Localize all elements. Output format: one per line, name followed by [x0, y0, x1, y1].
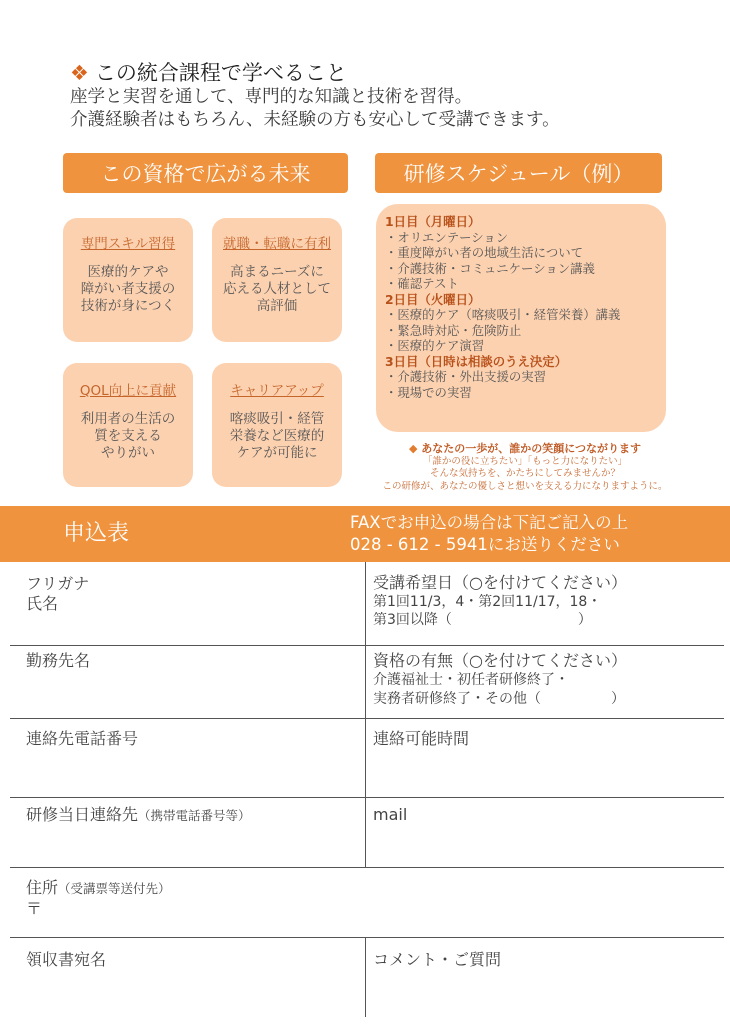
mail-field[interactable]: mail: [373, 805, 408, 824]
postal-mark: 〒: [26, 899, 43, 918]
schedule-item: ・重度障がい者の地域生活について: [385, 245, 584, 260]
application-form-header: [0, 506, 730, 562]
benefit-card-career-change: [212, 218, 342, 342]
receipt-name-field[interactable]: 領収書宛名: [26, 950, 107, 969]
card-body: 高まるニーズに 応える人材として 高評価: [223, 264, 331, 314]
workplace-field[interactable]: 勤務先名: [26, 651, 91, 670]
benefit-card-career-up: [212, 363, 342, 487]
card-body: 医療的ケアや 障がい者支援の 技術が身につく: [80, 264, 176, 314]
benefit-card-skill: [63, 218, 193, 342]
schedule-item: ・介護技術・コミュニケーション講義: [385, 260, 595, 276]
encouragement-note: [355, 443, 695, 493]
schedule-item: ・オリエンテーション: [385, 229, 509, 245]
future-banner: この資格で広がる未来: [63, 153, 348, 193]
schedule-item: ・介護技術・外出支援の実習: [385, 369, 547, 384]
phone-field[interactable]: 連絡先電話番号: [26, 729, 139, 748]
note-line: この研修が、あなたの優しさと想いを支える力になりますように。: [382, 480, 668, 492]
day-contact-field[interactable]: 研修当日連絡先（携帯電話番号等）: [26, 805, 251, 824]
diamond-icon: ❖: [70, 61, 89, 85]
schedule-item: ・医療的ケア演習: [385, 338, 485, 353]
available-time-field[interactable]: 連絡可能時間: [373, 729, 470, 748]
benefit-card-qol: [63, 363, 193, 487]
card-body: 利用者の生活の 質を支える やりがい: [80, 411, 176, 461]
schedule-box: [376, 204, 666, 432]
intro-heading: ❖ この統合課程で学べること: [70, 61, 347, 85]
schedule-item: ・確認テスト: [385, 276, 459, 291]
schedule-day-3: 3日目（日時は相談のうえ決定）: [385, 353, 568, 369]
form-column-divider: [365, 937, 366, 1017]
comment-field[interactable]: コメント・ご質問: [373, 950, 502, 969]
desired-date-field[interactable]: 受講希望日（○を付けてください） 第1回11/3，4・第2回11/17，18・ 第3回以降（ ）: [373, 573, 627, 628]
intro-line-1: 座学と実習を通して、専門的な知識と技術を習得。: [70, 87, 473, 107]
schedule-banner: 研修スケジュール（例）: [375, 153, 662, 193]
note-line: 「誰かの役に立ちたい」「もっと力になりたい」: [422, 455, 628, 467]
form-column-divider: [365, 562, 366, 867]
diamond-icon: ◆: [408, 442, 418, 455]
card-body: 喀痰吸引・経管 栄養など医療的 ケアが可能に: [229, 411, 325, 461]
schedule-item: ・緊急時対応・危険防止: [385, 322, 522, 338]
card-title: 就職・転職に有利: [223, 236, 331, 252]
name-label: 氏名: [26, 594, 59, 613]
furigana-field[interactable]: フリガナ 氏名: [26, 574, 90, 613]
intro-line-2: 介護経験者はもちろん、未経験の方も安心して受講できます。: [70, 110, 560, 130]
note-line: そんな気持ちを、かたちにしてみませんか？: [429, 468, 620, 479]
address-field[interactable]: 住所（受講票等送付先） 〒: [26, 878, 171, 918]
card-title: キャリアアップ: [230, 383, 324, 399]
desired-date-label: 受講希望日（○を付けてください）: [373, 573, 627, 592]
note-headline: ◆ あなたの一歩が、誰かの笑顔につながります: [408, 442, 642, 455]
schedule-item: ・医療的ケア（喀痰吸引・経管栄養）講義: [385, 307, 621, 322]
schedule-item: ・現場での実習: [385, 384, 472, 400]
fax-instructions: FAXでお申込の場合は下記ご記入の上 028 - 612 - 5941にお送りください: [350, 513, 629, 554]
qualification-label: 資格の有無（○を付けてください）: [373, 651, 627, 670]
intro-section: [70, 60, 700, 132]
qualification-field[interactable]: 資格の有無（○を付けてください） 介護福祉士・初任者研修終了・ 実務者研修終了・その他（ ）: [373, 651, 627, 707]
card-title: 専門スキル習得: [80, 236, 176, 252]
form-title: 申込表: [63, 521, 130, 546]
schedule-day-1: 1日目（月曜日）: [385, 214, 481, 229]
card-title: QOL向上に貢献: [79, 383, 177, 399]
schedule-day-2: 2日目（火曜日）: [385, 291, 481, 307]
